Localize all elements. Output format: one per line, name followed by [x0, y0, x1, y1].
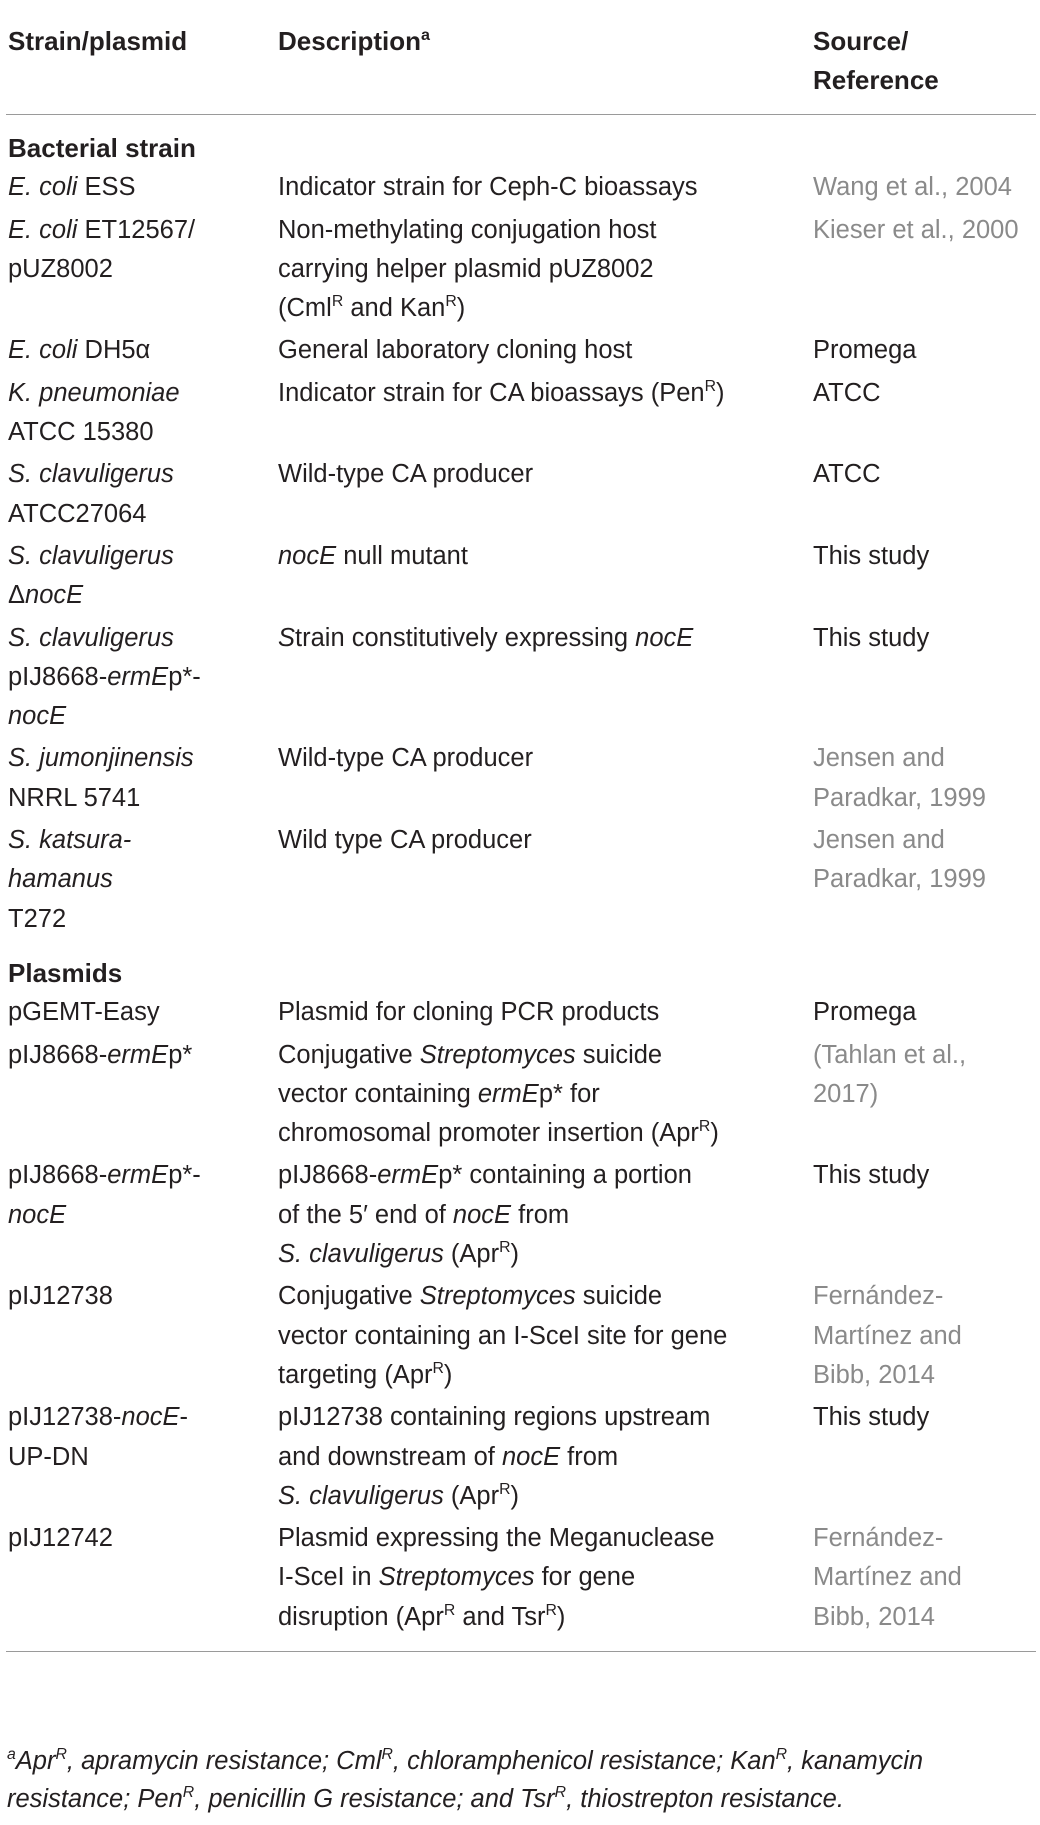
description-line	[278, 1438, 809, 1477]
source-line	[813, 1356, 1036, 1395]
cell-strain	[6, 211, 274, 332]
description-line	[278, 1036, 809, 1075]
text-run: p*-	[168, 662, 201, 691]
superscript: R	[55, 1746, 67, 1764]
header-description-footnote-mark: a	[421, 26, 430, 45]
source-line	[813, 1156, 1036, 1195]
superscript: R	[499, 1481, 511, 1498]
text-run: p* containing a portion	[438, 1161, 692, 1190]
cell-description	[274, 1398, 809, 1519]
strain-name-line	[8, 374, 274, 413]
header-source-line2: Reference	[813, 65, 939, 95]
superscript: R	[499, 1239, 511, 1257]
cell-description	[274, 211, 809, 332]
text-run: of the 5′ end of	[278, 1200, 453, 1229]
source-line	[813, 1075, 1036, 1114]
source-line	[813, 1398, 1036, 1437]
italic-text: K. pneumoniae	[8, 378, 180, 407]
strain-name-line	[8, 993, 274, 1032]
text-run: Paradkar, 1999	[813, 865, 986, 894]
text-run: from	[511, 1200, 570, 1229]
strain-name-line	[8, 455, 274, 494]
description-line	[278, 821, 809, 860]
superscript: R	[331, 293, 344, 311]
strain-name-line	[8, 1277, 274, 1316]
text-run: Paradkar, 1999	[813, 783, 986, 812]
italic-text: nocE	[501, 1442, 561, 1471]
text-run: suicide	[575, 1040, 663, 1069]
superscript: R	[443, 1601, 456, 1619]
strain-name-line	[8, 1036, 274, 1075]
cell-description	[274, 619, 809, 740]
text-run: , thiostrepton resistance.	[566, 1785, 844, 1813]
text-run: Non-methylating conjugation host	[278, 215, 657, 244]
text-run: carrying helper plasmid pUZ8002	[278, 254, 654, 283]
cell-strain	[6, 1036, 274, 1157]
cell-strain	[6, 619, 274, 740]
section-row	[6, 942, 1036, 993]
text-run: p*-	[168, 1161, 201, 1190]
italic-text: S. jumonjinensis	[8, 744, 194, 773]
text-run: pIJ8668-	[8, 1040, 108, 1069]
cell-strain	[6, 168, 274, 210]
text-run: ESS	[77, 173, 136, 202]
text-run: and Kan	[343, 294, 446, 323]
cell-description	[274, 1036, 809, 1157]
superscript: R	[775, 1746, 788, 1764]
header-row	[6, 10, 1036, 115]
text-run: vector containing	[278, 1079, 478, 1108]
description-line	[278, 1277, 809, 1316]
italic-text: nocE	[121, 1403, 180, 1432]
text-run: from	[560, 1442, 619, 1471]
source-line	[813, 374, 1036, 413]
strain-name-line	[8, 739, 274, 778]
text-run: NRRL 5741	[8, 783, 141, 812]
text-run: Promega	[813, 336, 917, 365]
source-line	[813, 331, 1036, 370]
cell-description	[274, 1519, 809, 1651]
table-row	[6, 739, 1036, 821]
text-run: vector containing an I-SceI site for gene	[278, 1321, 728, 1350]
italic-text: nocE	[8, 1200, 67, 1229]
cell-description	[274, 993, 809, 1035]
strain-name-line	[8, 576, 274, 615]
description-line	[278, 1519, 809, 1558]
strain-name-line	[8, 619, 274, 658]
text-run: )	[710, 1119, 719, 1148]
text-run: DH5α	[77, 336, 151, 365]
header-description	[274, 10, 809, 115]
italic-text: S. clavuligerus	[278, 1481, 444, 1510]
description-line	[278, 211, 809, 250]
text-run: Martínez and	[813, 1321, 962, 1350]
text-run: pIJ8668-	[278, 1161, 378, 1190]
source-line	[813, 1558, 1036, 1597]
text-run: pIJ12738-	[8, 1403, 122, 1432]
source-line	[813, 537, 1036, 576]
source-line	[813, 860, 1036, 899]
source-line	[813, 993, 1036, 1032]
text-run: (Apr	[443, 1240, 500, 1269]
text-run: Kieser et al., 2000	[813, 215, 1019, 244]
cell-source	[809, 537, 1036, 619]
cell-source-reference-link[interactable]	[809, 211, 1036, 332]
text-run: Bibb, 2014	[813, 1602, 935, 1631]
text-run: Δ	[8, 581, 26, 610]
cell-strain	[6, 331, 274, 373]
text-run: suicide	[575, 1282, 663, 1311]
text-run: Wild-type CA producer	[278, 744, 534, 773]
text-run: Indicator strain for CA bioassays (Pen	[278, 378, 705, 407]
cell-strain	[6, 1398, 274, 1519]
text-run: pUZ8002	[8, 254, 113, 283]
strain-name-line	[8, 537, 274, 576]
text-run: , chloramphenicol resistance; Kan	[392, 1747, 776, 1775]
superscript: a	[7, 1746, 16, 1764]
cell-strain	[6, 455, 274, 537]
table-row	[6, 1036, 1036, 1157]
description-line	[278, 1558, 809, 1597]
superscript: R	[182, 1784, 195, 1802]
description-line	[278, 168, 809, 207]
text-run: )	[716, 378, 725, 407]
cell-source	[809, 1156, 1036, 1277]
text-run: Martínez and	[813, 1563, 962, 1592]
superscript: R	[704, 377, 717, 395]
cell-source-reference-link[interactable]	[809, 1277, 1036, 1398]
section-title: Plasmids	[8, 957, 123, 988]
text-run: Plasmid for cloning PCR products	[278, 998, 660, 1027]
text-run: )	[510, 1481, 520, 1510]
text-run: p* for	[538, 1079, 600, 1108]
italic-text: S	[278, 623, 296, 652]
source-line	[813, 1519, 1036, 1558]
description-line	[278, 455, 809, 494]
italic-text: nocE	[8, 702, 67, 731]
cell-source	[809, 374, 1036, 456]
description-line	[278, 1235, 809, 1274]
source-line	[813, 619, 1036, 658]
cell-strain	[6, 739, 274, 821]
header-strain-label: Strain/plasmid	[8, 26, 188, 56]
italic-text: Streptomyces	[378, 1563, 535, 1592]
superscript: R	[445, 293, 457, 311]
source-line	[813, 455, 1036, 494]
text-run: chromosomal promoter insertion (Apr	[278, 1119, 699, 1148]
cell-description	[274, 374, 809, 456]
strain-plasmid-table	[6, 10, 1036, 1652]
table-row	[6, 821, 1036, 942]
table-row	[6, 1519, 1036, 1651]
strain-name-line	[8, 1156, 274, 1195]
strain-name-line	[8, 821, 274, 860]
italic-text: S. clavuligerus	[8, 460, 174, 489]
text-run: (Apr	[443, 1481, 500, 1510]
text-run: , apramycin resistance; Cml	[66, 1747, 382, 1775]
text-run: disruption (Apr	[278, 1602, 444, 1631]
cell-description	[274, 455, 809, 537]
description-line	[278, 1356, 809, 1395]
cell-source-reference-link[interactable]	[809, 1036, 1036, 1157]
text-run: targeting (Apr	[278, 1360, 433, 1389]
text-run: (Tahlan et al.,	[813, 1040, 967, 1069]
table-row	[6, 619, 1036, 740]
strain-name-line	[8, 1519, 274, 1558]
table-row	[6, 211, 1036, 332]
text-run: Jensen and	[813, 826, 945, 855]
description-line	[278, 1075, 809, 1114]
section-row	[6, 115, 1036, 169]
text-run: pGEMT-Easy	[8, 998, 160, 1027]
text-run: Plasmid expressing the Meganuclease	[278, 1524, 715, 1553]
text-run: 2017)	[813, 1079, 879, 1108]
text-run: ATCC 15380	[8, 418, 154, 447]
source-line	[813, 1277, 1036, 1316]
superscript: R	[698, 1118, 711, 1136]
text-run: pIJ12738 containing regions upstream	[278, 1403, 711, 1432]
strain-name-line	[8, 250, 274, 289]
description-line	[278, 1477, 809, 1516]
text-run: -	[179, 1403, 189, 1432]
italic-text: S. clavuligerus	[8, 541, 174, 570]
italic-text: ermE	[107, 662, 169, 691]
source-line	[813, 1317, 1036, 1356]
table-row	[6, 993, 1036, 1035]
text-run: Bibb, 2014	[813, 1360, 935, 1389]
text-run: This study	[813, 1161, 930, 1190]
text-run: Indicator strain for Ceph-C bioassays	[278, 173, 698, 202]
text-run: This study	[813, 541, 930, 570]
text-run: Fernández-	[813, 1282, 944, 1311]
source-line	[813, 739, 1036, 778]
strain-name-line	[8, 697, 274, 736]
table-row	[6, 537, 1036, 619]
text-run: General laboratory cloning host	[278, 336, 633, 365]
cell-source	[809, 331, 1036, 373]
table-row	[6, 1277, 1036, 1398]
text-run: (Cml	[278, 294, 332, 323]
text-run: )	[443, 1360, 453, 1389]
italic-text: nocE	[278, 541, 337, 570]
description-line	[278, 739, 809, 778]
cell-source-reference-link[interactable]	[809, 821, 1036, 942]
text-run: Conjugative	[278, 1040, 420, 1069]
cell-source	[809, 455, 1036, 537]
italic-text: nocE	[635, 623, 694, 652]
strain-name-line	[8, 1398, 274, 1437]
cell-description	[274, 1156, 809, 1277]
description-line	[278, 1156, 809, 1195]
italic-text: E. coli	[8, 336, 78, 365]
italic-text: nocE	[452, 1200, 512, 1229]
text-run: for gene	[534, 1563, 636, 1592]
italic-text: hamanus	[8, 865, 113, 894]
table-row	[6, 1156, 1036, 1277]
text-run: pIJ8668-	[8, 662, 108, 691]
italic-text: ermE	[477, 1079, 539, 1108]
text-run: UP-DN	[8, 1442, 89, 1471]
cell-strain	[6, 1277, 274, 1398]
text-run: train constitutively expressing	[295, 623, 636, 652]
text-run: ATCC27064	[8, 499, 147, 528]
text-run: and downstream of	[278, 1442, 502, 1471]
cell-strain	[6, 993, 274, 1035]
description-line	[278, 1598, 809, 1637]
header-source-line1: Source/	[813, 26, 909, 56]
cell-strain	[6, 1156, 274, 1277]
source-line	[813, 821, 1036, 860]
cell-source	[809, 619, 1036, 740]
italic-text: nocE	[25, 581, 84, 610]
text-run: Fernández-	[813, 1524, 944, 1553]
text-run: Promega	[813, 998, 917, 1027]
source-line	[813, 168, 1036, 207]
strain-name-line	[8, 168, 274, 207]
text-run: null mutant	[336, 541, 468, 570]
strain-name-line	[8, 495, 274, 534]
text-run: )	[556, 1602, 566, 1631]
text-run: pIJ8668-	[8, 1161, 108, 1190]
description-line	[278, 1196, 809, 1235]
table-row	[6, 374, 1036, 456]
source-line	[813, 1036, 1036, 1075]
table-row	[6, 1398, 1036, 1519]
strain-name-line	[8, 413, 274, 452]
header-strain	[6, 10, 274, 115]
cell-source	[809, 993, 1036, 1035]
description-line	[278, 619, 809, 658]
cell-strain	[6, 1519, 274, 1651]
text-run: ATCC	[813, 460, 881, 489]
table-row	[6, 455, 1036, 537]
cell-description	[274, 168, 809, 210]
source-line	[813, 1598, 1036, 1637]
table-body	[6, 115, 1036, 1652]
description-line	[278, 1114, 809, 1153]
cell-source	[809, 1398, 1036, 1519]
cell-description	[274, 821, 809, 942]
superscript: R	[432, 1360, 444, 1378]
text-run: This study	[813, 623, 930, 652]
text-run: pIJ12738	[8, 1282, 113, 1311]
cell-description	[274, 537, 809, 619]
text-run: This study	[813, 1403, 930, 1432]
text-run: pIJ12742	[8, 1524, 113, 1553]
header-source	[809, 10, 1036, 115]
footnote-line	[7, 1780, 1037, 1818]
strain-name-line	[8, 1438, 274, 1477]
italic-text: E. coli	[8, 173, 78, 202]
table-row	[6, 168, 1036, 210]
text-run: Jensen and	[813, 744, 945, 773]
text-run: ATCC	[813, 378, 881, 407]
text-run: I-SceI in	[278, 1563, 379, 1592]
cell-strain	[6, 374, 274, 456]
cell-source-reference-link[interactable]	[809, 1519, 1036, 1651]
text-run: Apr	[15, 1747, 56, 1775]
cell-strain	[6, 821, 274, 942]
strain-name-line	[8, 658, 274, 697]
italic-text: ermE	[107, 1161, 169, 1190]
table-header	[6, 10, 1036, 115]
table-footnote	[7, 1742, 1037, 1818]
text-run: , kanamycin	[787, 1747, 924, 1775]
description-line	[278, 250, 809, 289]
text-run: Wild-type CA producer	[278, 460, 534, 489]
strain-name-line	[8, 779, 274, 818]
header-description-label: Description	[278, 26, 422, 56]
description-line	[278, 537, 809, 576]
strain-name-line	[8, 860, 274, 899]
superscript: R	[554, 1784, 567, 1802]
text-run: resistance; Pen	[7, 1785, 183, 1813]
description-line	[278, 374, 809, 413]
cell-description	[274, 331, 809, 373]
description-line	[278, 1398, 809, 1437]
italic-text: E. coli	[8, 215, 78, 244]
superscript: R	[381, 1746, 393, 1764]
table-row	[6, 331, 1036, 373]
text-run: p*	[168, 1040, 193, 1069]
italic-text: S. clavuligerus	[278, 1240, 444, 1269]
text-run: and Tsr	[455, 1602, 546, 1631]
strain-name-line	[8, 900, 274, 939]
cell-strain	[6, 537, 274, 619]
cell-description	[274, 739, 809, 821]
footnote-line	[7, 1742, 1037, 1780]
cell-description	[274, 1277, 809, 1398]
description-line	[278, 1317, 809, 1356]
italic-text: S. clavuligerus	[8, 623, 174, 652]
text-run: )	[456, 294, 466, 323]
source-line	[813, 211, 1036, 250]
description-line	[278, 289, 809, 328]
italic-text: S. katsura-	[8, 826, 132, 855]
superscript: R	[545, 1601, 557, 1619]
strain-name-line	[8, 1196, 274, 1235]
italic-text: Streptomyces	[419, 1040, 576, 1069]
strain-name-line	[8, 331, 274, 370]
description-line	[278, 331, 809, 370]
cell-source-reference-link[interactable]	[809, 739, 1036, 821]
strain-name-line	[8, 211, 274, 250]
italic-text: Streptomyces	[419, 1282, 576, 1311]
cell-source-reference-link[interactable]	[809, 168, 1036, 210]
section-title: Bacterial strain	[8, 133, 196, 163]
text-run: Wild type CA producer	[278, 826, 532, 855]
italic-text: ermE	[107, 1040, 169, 1069]
text-run: Wang et al., 2004	[813, 173, 1012, 202]
text-run: T272	[8, 904, 67, 933]
text-run: )	[510, 1240, 520, 1269]
text-run: Conjugative	[278, 1282, 420, 1311]
italic-text: ermE	[377, 1161, 439, 1190]
description-line	[278, 993, 809, 1032]
text-run: , penicillin G resistance; and Tsr	[194, 1785, 555, 1813]
source-line	[813, 779, 1036, 818]
text-run: ET12567/	[77, 215, 196, 244]
